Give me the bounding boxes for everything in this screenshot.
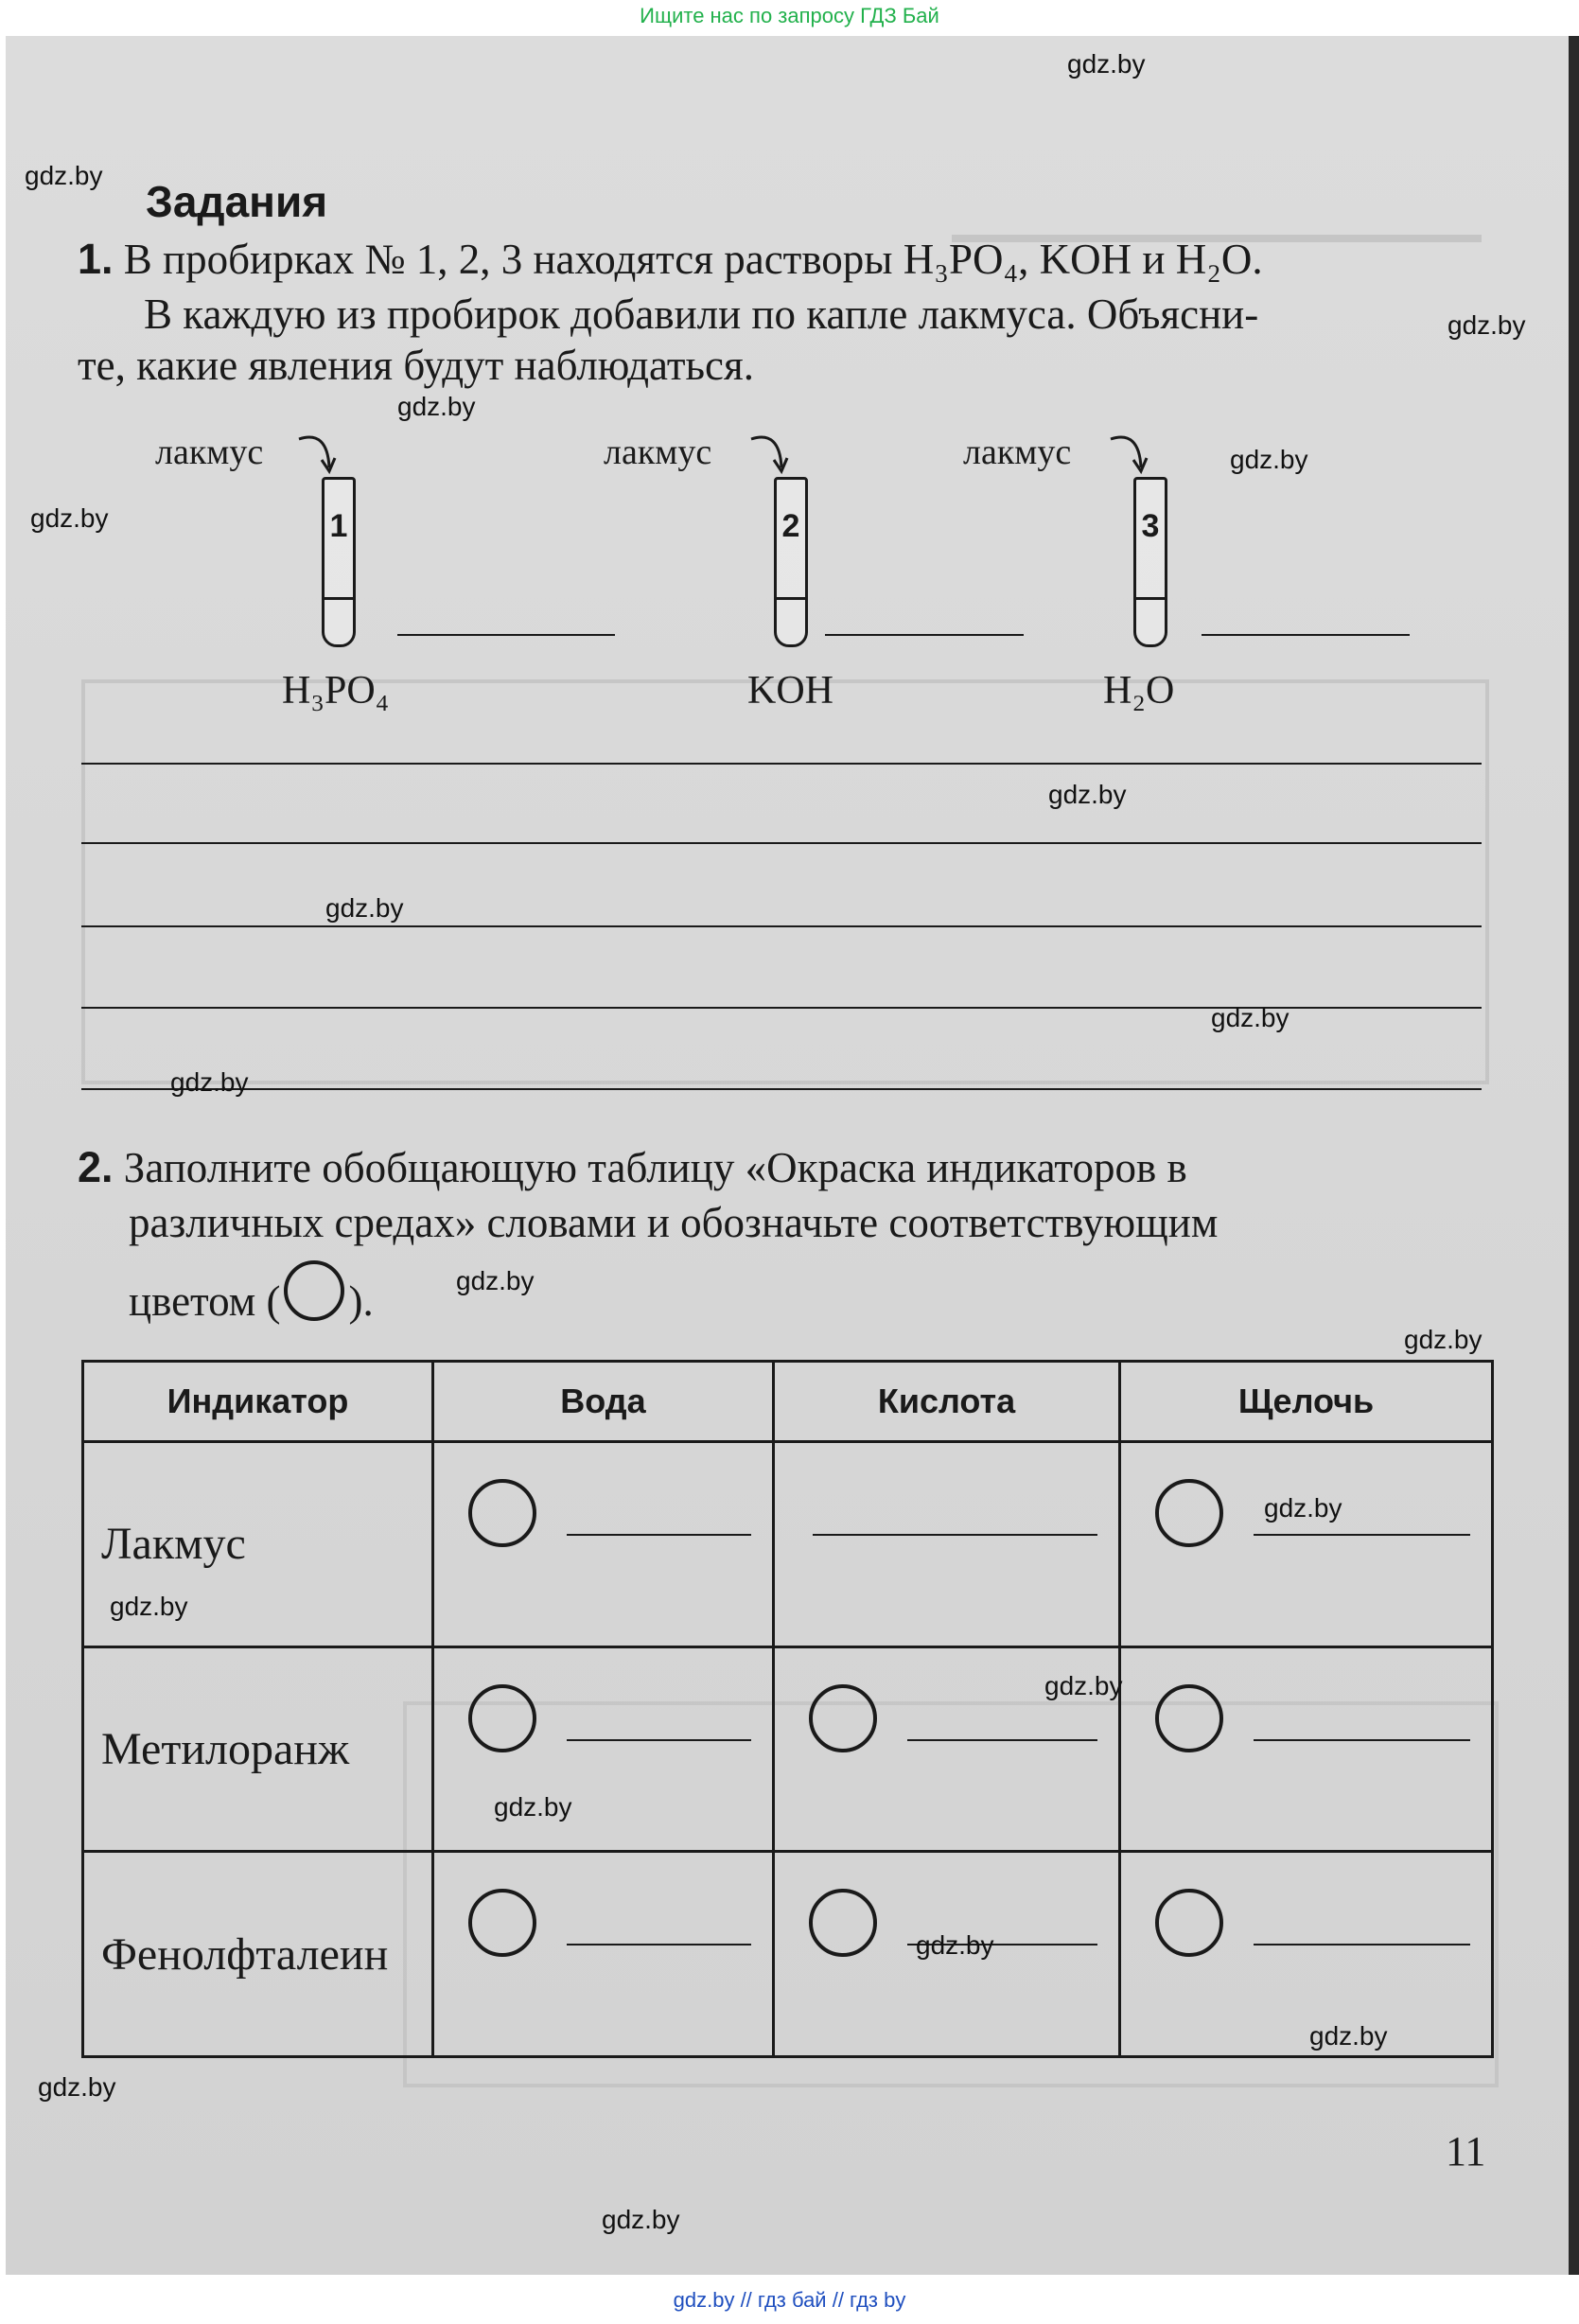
answer-line (81, 1088, 1482, 1090)
task2-line3 (129, 1260, 374, 1326)
color-circle-icon[interactable] (1155, 1684, 1223, 1752)
task1-text-line2: В каждую из пробирок добавили по капле лакмуса. Объясни- (144, 290, 1259, 338)
drop-arrow-icon (1107, 424, 1154, 481)
test-tube-2 (774, 477, 808, 647)
color-circle-icon[interactable] (809, 1684, 877, 1752)
tube1-number: 1 (329, 508, 348, 544)
blank-line (567, 1534, 751, 1536)
answer-line (825, 634, 1024, 636)
color-circle-icon[interactable] (468, 1479, 536, 1547)
watermark: gdz.by (38, 2072, 116, 2102)
watermark: gdz.by (1211, 1003, 1290, 1032)
answer-line (81, 842, 1482, 844)
tube3-indicator-label: лакмус (963, 432, 1072, 472)
tube2-liquid-level (777, 597, 805, 600)
row-label-phenolphthalein: Фенолфталеин (83, 1852, 433, 2057)
watermark: gdz.by (456, 1266, 535, 1295)
task1-line1 (78, 235, 1263, 284)
answer-cell[interactable] (433, 1442, 774, 1647)
color-circle-icon (284, 1260, 344, 1321)
watermark: gdz.by (1264, 1493, 1342, 1523)
blank-line (1254, 1739, 1470, 1741)
color-circle-icon[interactable] (809, 1889, 877, 1957)
blank-line (813, 1534, 1097, 1536)
show-through-shading (952, 178, 1482, 242)
task2-text-line1: Заполните обобщающую таблицу «Окраска индикаторов в (123, 1144, 1187, 1191)
watermark: gdz.by (1404, 1325, 1483, 1354)
watermark: gdz.by (1230, 445, 1308, 474)
answer-cell[interactable] (774, 1442, 1120, 1647)
table-header-row (83, 1362, 1493, 1442)
blank-line (567, 1944, 751, 1945)
task1-number: 1. (78, 235, 114, 283)
header-water: Вода (433, 1362, 774, 1442)
blank-line (1254, 1944, 1470, 1945)
task2-line1 (78, 1143, 1187, 1192)
watermark: gdz.by (170, 1067, 249, 1097)
answer-line (81, 925, 1482, 927)
task1-text-line3: те, какие явления будут наблюдаться. (78, 342, 754, 389)
header-alkali: Щелочь (1120, 1362, 1493, 1442)
blank-line (907, 1739, 1097, 1741)
section-heading: Задания (146, 177, 328, 226)
color-circle-icon[interactable] (468, 1889, 536, 1957)
color-circle-icon[interactable] (1155, 1889, 1223, 1957)
watermark: gdz.by (397, 392, 476, 421)
indicator-table (81, 1360, 1494, 2058)
row-label-litmus: Лакмус (83, 1442, 433, 1647)
watermark: gdz.by (1048, 780, 1127, 809)
task2-text-line2: различных средах» словами и обозначьте соответствующим (129, 1199, 1219, 1246)
tube1-indicator-label: лакмус (155, 432, 264, 472)
tube2-indicator-label: лакмус (604, 432, 712, 472)
watermark: gdz.by (916, 1930, 994, 1960)
drop-arrow-icon (747, 424, 795, 481)
blank-line (567, 1739, 751, 1741)
watermark: gdz.by (110, 1592, 188, 1621)
table-row (83, 1646, 1493, 1852)
task1-text-line1: В пробирках № 1, 2, 3 находятся растворы H₃PO₄, KOH и H₂O. (123, 236, 1263, 283)
tube3-formula: H₂O (1103, 669, 1175, 713)
answer-cell[interactable] (1120, 1442, 1493, 1647)
watermark: gdz.by (494, 1792, 572, 1822)
tube3-liquid-level (1136, 597, 1165, 600)
task2-text-line3a: цветом ( (129, 1277, 281, 1325)
answer-cell[interactable] (433, 1852, 774, 2057)
table-row (83, 1852, 1493, 2057)
watermark: gdz.by (325, 893, 404, 923)
watermark: gdz.by (602, 2205, 680, 2234)
answer-cell[interactable] (1120, 1646, 1493, 1852)
page-number: 11 (1446, 2128, 1486, 2174)
tube1-liquid-level (325, 597, 353, 600)
answer-cell[interactable] (1120, 1852, 1493, 2057)
tube2-number: 2 (781, 508, 800, 544)
answer-line (81, 763, 1482, 765)
tube3-number: 3 (1141, 508, 1160, 544)
color-circle-icon[interactable] (468, 1684, 536, 1752)
top-banner[interactable]: Ищите нас по запросу ГДЗ Бай (640, 4, 939, 27)
watermark: gdz.by (1447, 310, 1526, 340)
answer-cell[interactable] (433, 1646, 774, 1852)
tube2-formula: KOH (747, 669, 833, 713)
watermark: gdz.by (25, 161, 103, 190)
drop-arrow-icon (295, 424, 342, 481)
color-circle-icon[interactable] (1155, 1479, 1223, 1547)
bottom-banner[interactable]: gdz.by // гдз бай // гдз by (673, 2288, 906, 2312)
blank-line (1254, 1534, 1470, 1536)
tube1-formula: H₃PO₄ (282, 669, 390, 713)
table-row (83, 1442, 1493, 1647)
answer-line (1202, 634, 1410, 636)
test-tube-3 (1133, 477, 1167, 647)
answer-line (397, 634, 615, 636)
watermark: gdz.by (1067, 49, 1146, 79)
watermark: gdz.by (1309, 2021, 1388, 2051)
watermark: gdz.by (1044, 1671, 1123, 1700)
header-indicator: Индикатор (83, 1362, 433, 1442)
task2-text-line3b: ). (348, 1277, 374, 1325)
watermark: gdz.by (30, 503, 109, 533)
task2-number: 2. (78, 1143, 114, 1191)
header-acid: Кислота (774, 1362, 1120, 1442)
row-label-methyl-orange: Метилоранж (83, 1646, 433, 1852)
test-tube-1 (322, 477, 356, 647)
